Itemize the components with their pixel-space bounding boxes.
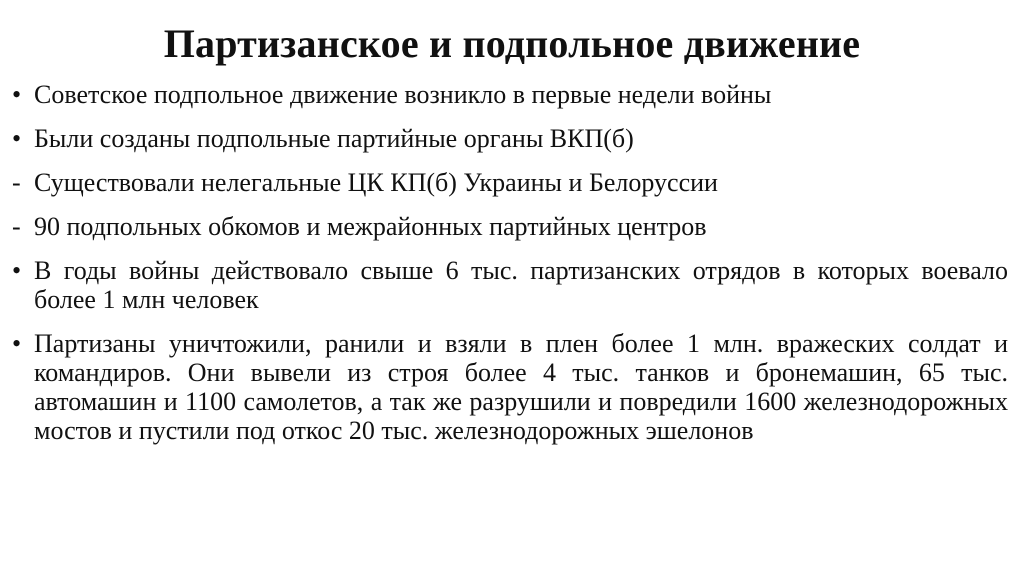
dash-marker: - (12, 168, 21, 197)
list-item-text: 90 подпольных обкомов и межрайонных партийных центров (34, 212, 707, 241)
list-item-text: Были созданы подпольные партийные органы ВКП(б) (34, 124, 634, 153)
list-item (12, 80, 1008, 109)
list-item-text: В годы войны действовало свыше 6 тыс. партизанских отрядов в которых воевало более 1 млн человек (34, 256, 1008, 314)
bullet-marker: • (12, 256, 22, 285)
list-item-text: Партизаны уничтожили, ранили и взяли в плен более 1 млн. вражеских солдат и командиров. Они вывели из строя более 4 тыс. танков и бронемашин, 65 тыс. автомашин и 1100 самолетов, а так же разрушили и повредили 1600 железнодорожных мостов и пустили под откос 20 тыс. железнодорожных эшелонов (34, 329, 1008, 445)
list-item (12, 212, 1008, 241)
list-item (12, 256, 1008, 314)
list-item (12, 124, 1008, 153)
bullet-list (12, 80, 1008, 460)
bullet-marker: • (12, 124, 22, 153)
list-item (12, 168, 1008, 197)
slide-title: Партизанское и подпольное движение (163, 21, 861, 66)
list-item-text: Советское подпольное движение возникло в первые недели войны (34, 80, 772, 109)
bullet-marker: • (12, 329, 22, 358)
list-item (12, 329, 1008, 445)
bullet-marker: • (12, 80, 22, 109)
list-item-text: Существовали нелегальные ЦК КП(б) Украины и Белоруссии (34, 168, 718, 197)
dash-marker: - (12, 212, 21, 241)
